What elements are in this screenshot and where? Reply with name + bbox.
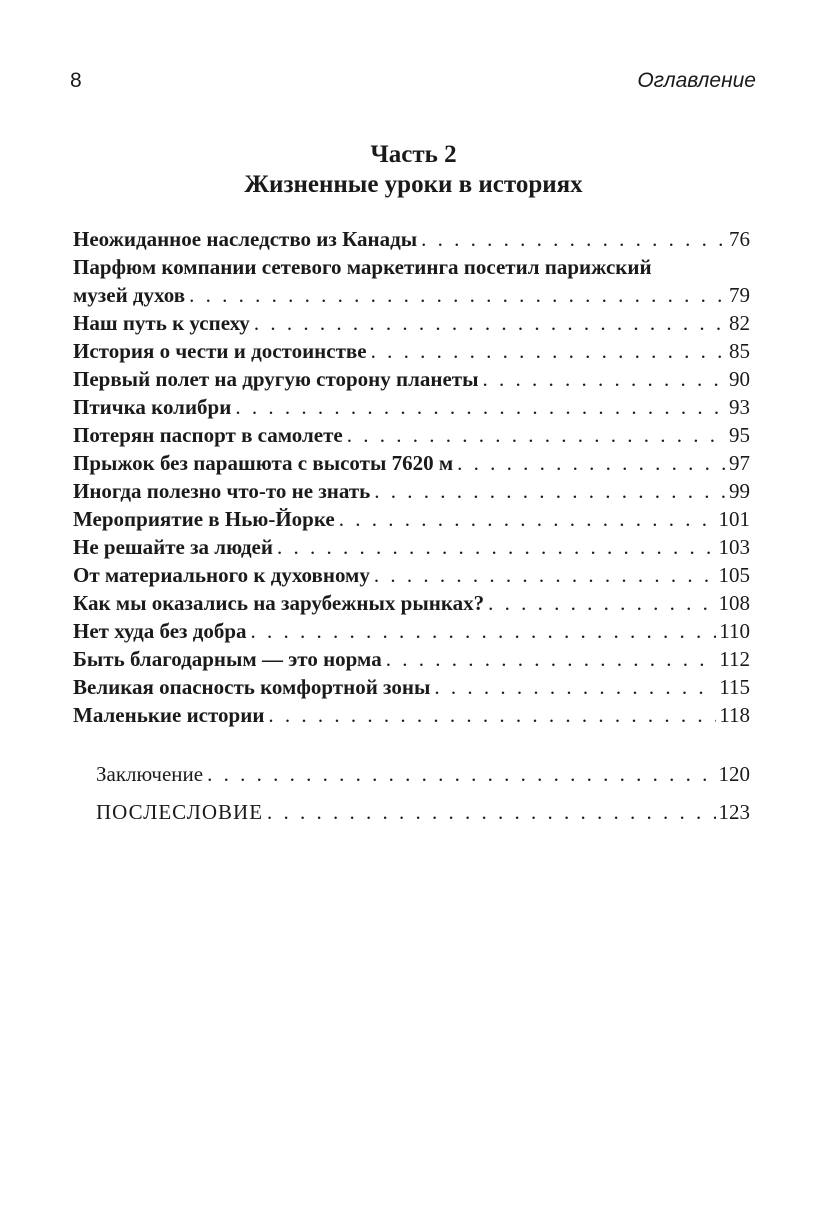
- back-matter: [96, 760, 750, 836]
- dot-leader: [339, 505, 716, 533]
- dot-leader: [267, 798, 715, 826]
- toc-entry[interactable]: [73, 421, 750, 449]
- page-number: 8: [70, 69, 82, 92]
- dot-leader: [207, 760, 715, 788]
- toc-entry-title-line1: Парфюм компании сетевого маркетинга посетил парижский: [73, 255, 652, 279]
- dot-leader: [374, 477, 726, 505]
- toc-entry-title: Наш путь к успеху: [73, 311, 250, 335]
- toc-entry-page: 76: [729, 227, 750, 251]
- toc-entry-page: 103: [718, 535, 750, 559]
- toc-entry[interactable]: [73, 701, 750, 729]
- toc-entry-title: От материального к духовному: [73, 563, 370, 587]
- dot-leader: [488, 589, 715, 617]
- toc-entry[interactable]: [73, 617, 750, 645]
- part-title: Жизненные уроки в историях: [244, 171, 583, 198]
- toc-entry-page: 82: [729, 311, 750, 335]
- dot-leader: [386, 645, 717, 673]
- toc-entry-title: Как мы оказались на зарубежных рынках?: [73, 591, 485, 615]
- dot-leader: [434, 673, 716, 701]
- toc-entry-title: Не решайте за людей: [73, 535, 273, 559]
- toc-entry-page: 108: [718, 591, 750, 615]
- dot-leader: [235, 393, 726, 421]
- toc-entry-title: Первый полет на другую сторону планеты: [73, 367, 479, 391]
- dot-leader: [347, 421, 726, 449]
- running-title: Оглавление: [637, 69, 756, 92]
- toc-entry[interactable]: [73, 477, 750, 505]
- toc-entry[interactable]: [73, 337, 750, 365]
- toc-entry-title: Заключение: [96, 762, 204, 786]
- toc-entry-page: 99: [729, 479, 750, 503]
- toc-entry-page: 105: [718, 563, 750, 587]
- toc-entry-title: Великая опасность комфортной зоны: [73, 675, 431, 699]
- toc-entry-title: Быть благодарным — это норма: [73, 647, 382, 671]
- toc-entry-page: 123: [718, 800, 750, 824]
- part-heading: [0, 140, 827, 200]
- dot-leader: [268, 701, 716, 729]
- toc-entry-page: 97: [729, 451, 750, 475]
- toc-entry[interactable]: [73, 645, 750, 673]
- toc-entry-page: 120: [718, 762, 750, 786]
- dot-leader: [189, 281, 726, 309]
- dot-leader: [251, 617, 717, 645]
- toc-entry-page: 101: [718, 507, 750, 531]
- toc-entry-title: Мероприятие в Нью-Йорке: [73, 507, 335, 531]
- dot-leader: [457, 449, 726, 477]
- toc-entry-page: 118: [719, 703, 750, 727]
- toc-entry[interactable]: [73, 561, 750, 589]
- toc-entry-page: 112: [719, 647, 750, 671]
- toc-entry-title: ПОСЛЕСЛОВИЕ: [96, 800, 264, 824]
- toc-entry-title: История о чести и достоинстве: [73, 339, 367, 363]
- dot-leader: [277, 533, 716, 561]
- toc-entry-title: Маленькие истории: [73, 703, 265, 727]
- dot-leader: [374, 561, 716, 589]
- toc-entry-page: 93: [729, 395, 750, 419]
- toc-entry[interactable]: [73, 309, 750, 337]
- dot-leader: [421, 225, 726, 253]
- toc-entry-afterword[interactable]: [96, 798, 750, 836]
- toc-entry-page: 110: [719, 619, 750, 643]
- toc-entry-title: Нет худа без добра: [73, 619, 247, 643]
- toc-entry-page: 115: [719, 675, 750, 699]
- toc-entry-page: 79: [729, 283, 750, 307]
- toc-entry-title: Прыжок без парашюта с высоты 7620 м: [73, 451, 454, 475]
- dot-leader: [254, 309, 726, 337]
- toc-entry-title: Иногда полезно что-то не знать: [73, 479, 371, 503]
- toc-entry[interactable]: [73, 533, 750, 561]
- toc-entry-conclusion[interactable]: [96, 760, 750, 798]
- dot-leader: [483, 365, 726, 393]
- toc-entry[interactable]: [73, 449, 750, 477]
- toc-entry[interactable]: [73, 589, 750, 617]
- toc-entry[interactable]: [73, 505, 750, 533]
- toc-entry-title: Птичка колибри: [73, 395, 232, 419]
- toc-entry-page: 85: [729, 339, 750, 363]
- table-of-contents: [73, 225, 750, 729]
- toc-entry-title: Неожиданное наследство из Канады: [73, 227, 418, 251]
- toc-entry[interactable]: [73, 365, 750, 393]
- toc-entry[interactable]: [73, 253, 750, 309]
- part-label: Часть 2: [370, 141, 457, 168]
- toc-entry-title-line2: музей духов: [73, 283, 186, 307]
- dot-leader: [371, 337, 726, 365]
- toc-entry-page: 95: [729, 423, 750, 447]
- toc-entry-title: Потерян паспорт в самолете: [73, 423, 343, 447]
- toc-entry-page: 90: [729, 367, 750, 391]
- toc-entry[interactable]: [73, 225, 750, 253]
- toc-entry[interactable]: [73, 393, 750, 421]
- toc-entry[interactable]: [73, 673, 750, 701]
